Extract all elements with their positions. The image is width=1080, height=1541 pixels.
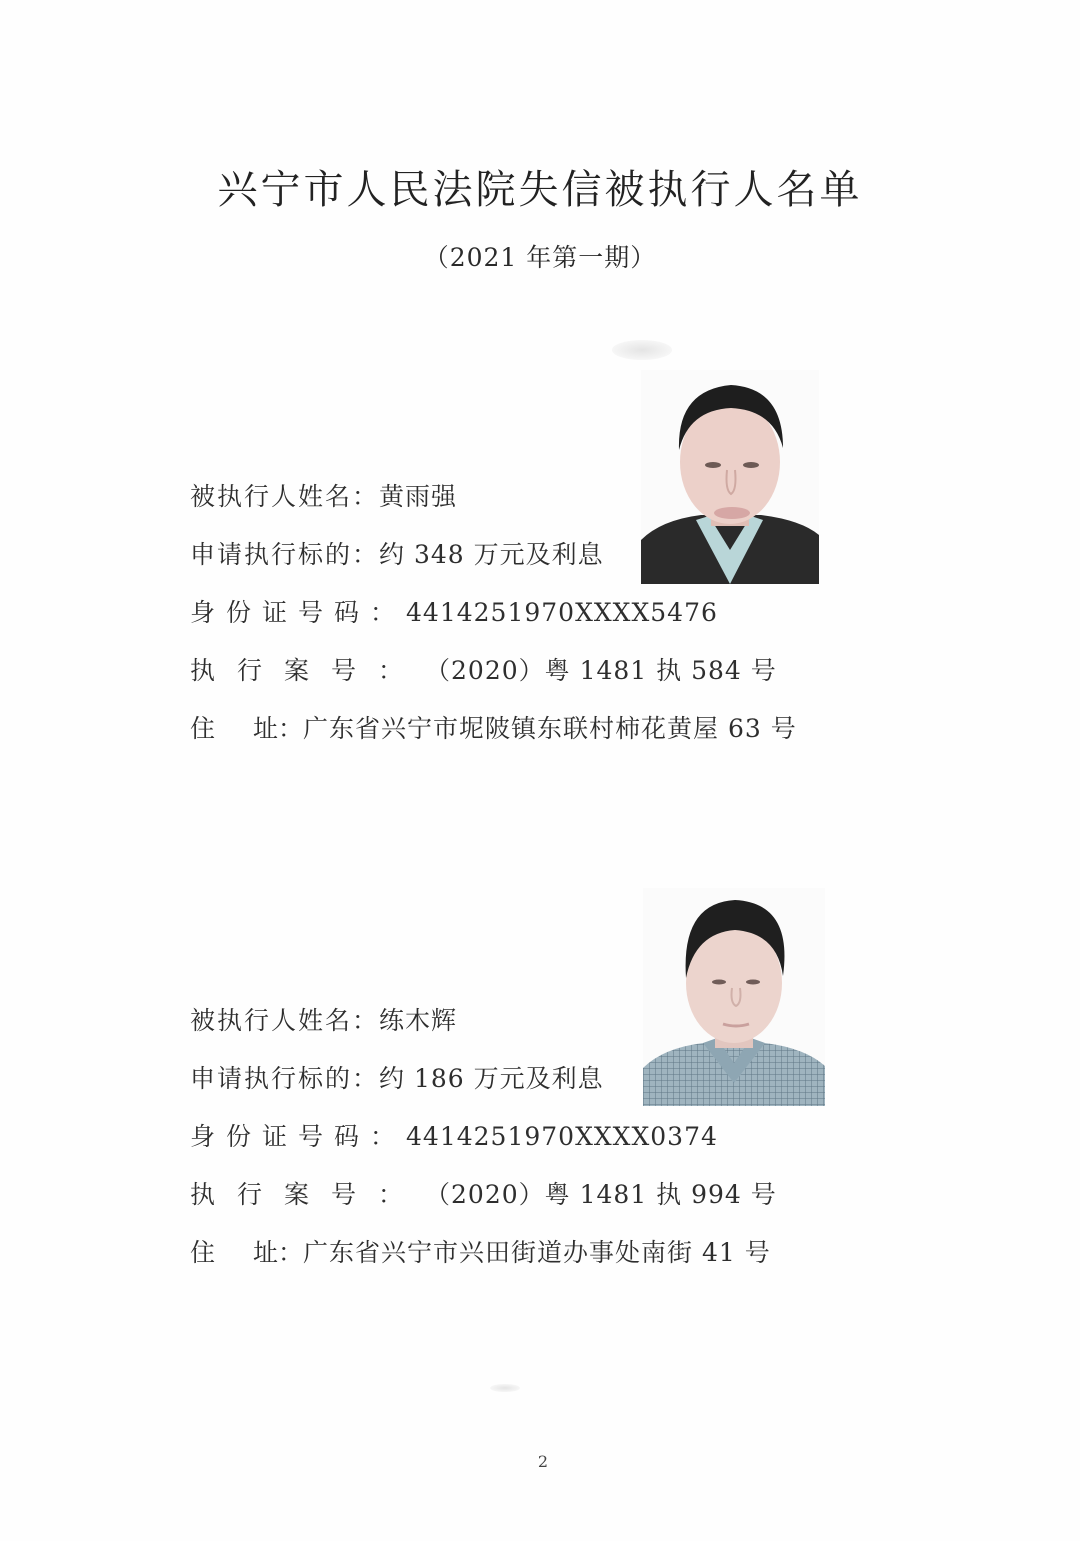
case-value: （2020）粤 1481 执 584 号	[425, 656, 777, 685]
portrait-image	[643, 888, 825, 1106]
address-value: 广东省兴宁市坭陂镇东联村柿花黄屋 63 号	[303, 714, 797, 743]
page-number: 2	[537, 1452, 549, 1471]
id-label: 身份证号码：	[190, 1122, 407, 1151]
id-label: 身份证号码：	[190, 598, 407, 627]
address-row	[190, 1236, 771, 1270]
id-value: 4414251970XXXX0374	[406, 1122, 718, 1151]
address-label-prefix: 住	[190, 1238, 216, 1267]
amount-label: 申请执行标的：	[190, 540, 380, 569]
address-label	[190, 1236, 303, 1270]
scan-smudge	[612, 340, 672, 360]
document-subtitle: （2021 年第一期）	[423, 243, 657, 272]
document-title: 兴宁市人民法院失信被执行人名单	[217, 167, 863, 213]
address-label-suffix: 址：	[253, 1238, 304, 1267]
id-row	[190, 1120, 718, 1154]
portrait-image	[641, 370, 819, 584]
name-row	[190, 1004, 457, 1038]
address-label-suffix: 址：	[253, 714, 304, 743]
amount-label: 申请执行标的：	[190, 1064, 380, 1093]
amount-value: 约 348 万元及利息	[379, 540, 604, 569]
case-label: 执行案号：	[190, 1180, 426, 1209]
address-value: 广东省兴宁市兴田街道办事处南街 41 号	[303, 1238, 771, 1267]
scan-smudge	[490, 1384, 520, 1392]
case-value: （2020）粤 1481 执 994 号	[425, 1180, 777, 1209]
name-label: 被执行人姓名：	[190, 482, 380, 511]
id-row	[190, 596, 718, 630]
amount-value: 约 186 万元及利息	[379, 1064, 604, 1093]
amount-row	[190, 538, 604, 572]
address-row	[190, 712, 797, 746]
address-label-prefix: 住	[190, 714, 216, 743]
name-row	[190, 480, 457, 514]
name-label: 被执行人姓名：	[190, 1006, 380, 1035]
amount-row	[190, 1062, 604, 1096]
name-value: 练木辉	[379, 1006, 458, 1035]
portrait-photo-1	[641, 370, 819, 584]
name-value: 黄雨强	[379, 482, 458, 511]
address-label	[190, 712, 303, 746]
case-row	[190, 654, 777, 688]
portrait-photo-2	[643, 888, 825, 1106]
id-value: 4414251970XXXX5476	[406, 598, 718, 627]
case-label: 执行案号：	[190, 656, 426, 685]
case-row	[190, 1178, 777, 1212]
